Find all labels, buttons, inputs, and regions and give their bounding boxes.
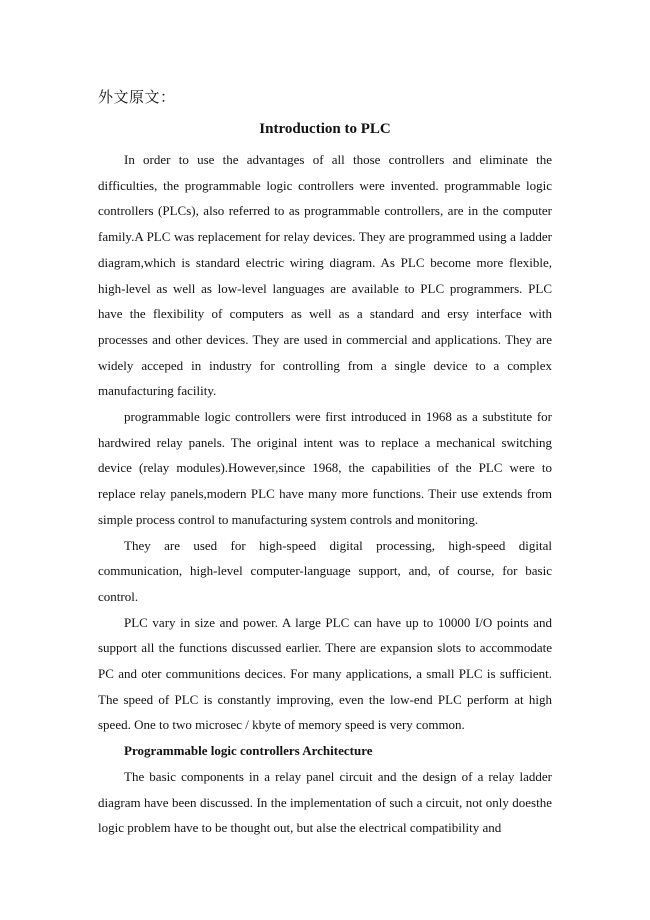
paragraph-2: programmable logic controllers were first introduced in 1968 as a substitute for hardwired relay panels. The original intent was to replace a mechanical switching device (relay modules).However,since 1968, the capabilities of the PLC were to replace relay panels,modern PLC have many more functions. Their use extends from simple process control to manufacturing system controls and monitoring. — [98, 409, 552, 527]
section-heading-original-text: 外文原文： — [98, 88, 176, 106]
paragraph-1: In order to use the advantages of all those controllers and eliminate the difficulties, the programmable logic controllers were invented. programmable logic controllers (PLCs), also referred to as programmable controllers, are in the computer family.A PLC was replacement for relay devices. They are programmed using a ladder diagram,which is standard electric wiring diagram. As PLC become more flexible, high-level as well as low-level languages are available to PLC programmers. PLC have the flexibility of computers as well as a standard and ersy interface with processes and other devices. They are used in commercial and applications. They are widely acceped in industry for controlling from a single device to a complex manufacturing facility. — [98, 152, 552, 399]
paragraph-3: They are used for high-speed digital processing, high-speed digital communication, high-level computer-language support, and, of course, for basic control. — [98, 537, 552, 604]
paragraph-5: The basic components in a relay panel circuit and the design of a relay ladder diagram have been discussed. In the implementation of such a circuit, not only doesthe logic problem have to be thought out, but alse the electrical compatibility and — [98, 768, 552, 836]
paragraph-4: PLC vary in size and power. A large PLC can have up to 10000 I/O points and support all the functions discussed earlier. There are expansion slots to accommodate PC and oter communitions decices. For many applications, a small PLC is sufficient. The speed of PLC is constantly improving, even the low-end PLC perform at high speed. One to two microsec / kbyte of memory speed is very common. — [98, 614, 552, 733]
body-text — [98, 147, 552, 841]
document-title: Introduction to PLC — [259, 121, 391, 137]
subheading-architecture: Programmable logic controllers Architecture — [124, 743, 373, 759]
